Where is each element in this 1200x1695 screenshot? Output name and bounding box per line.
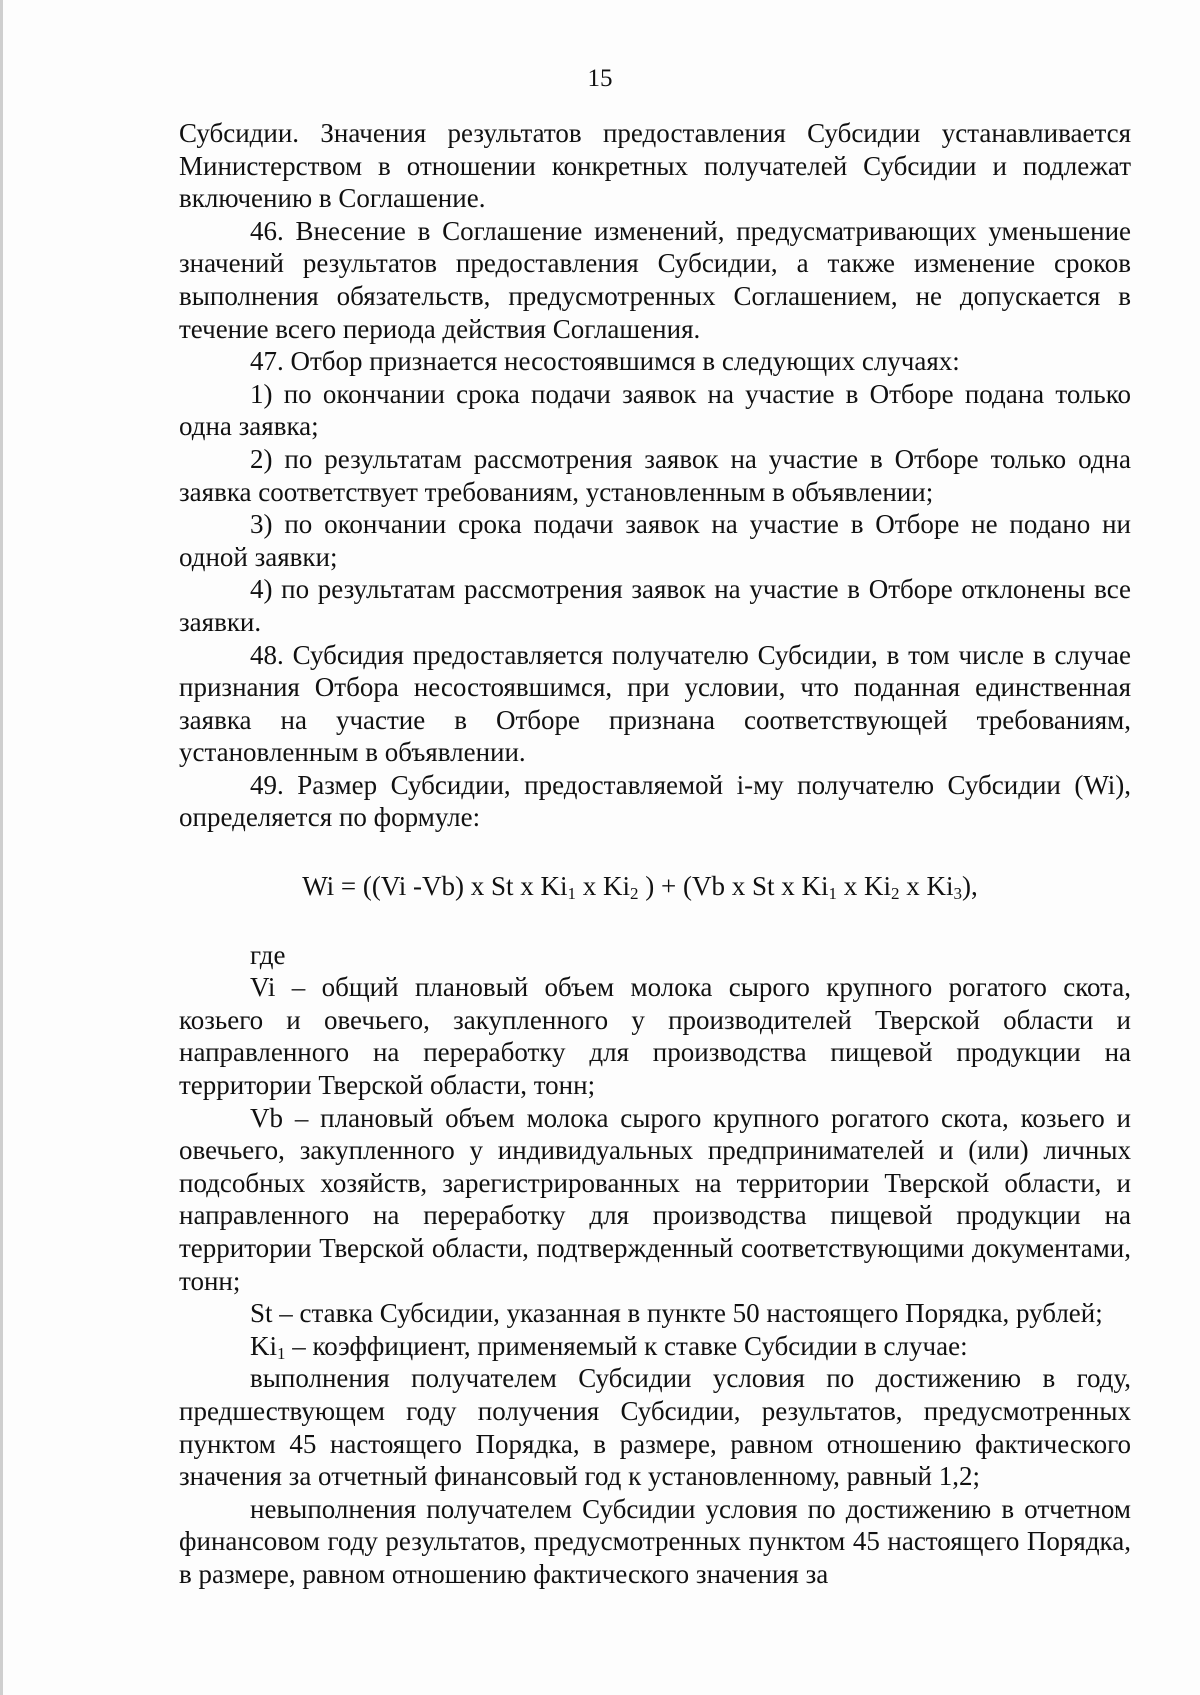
- definition-ki1: $Ki_1$ – коэффициент, применяемый к ставке Субсидии в случае:: [250, 1330, 968, 1363]
- paragraph-where: где: [250, 939, 286, 970]
- definition-vb: Vb – плановый объем молока сырого крупного рогатого скота, козьего и овечьего, закупленного у индивидуальных предпринимателей и (или) личных подсобных хозяйств, зарегистрированных на территории Тверской области, и направленного на переработку для производства пищевой продукции на территории Тверской области, подтвержденный соответствующими документами, тонн;: [179, 1102, 1131, 1296]
- paragraph-48: 48. Субсидия предоставляется получателю Субсидии, в том числе в случае признания Отбора несостоявшимся, при условии, что поданная единственная заявка на участие в Отборе признана соответствующей требованиям, установленным в объявлении.: [179, 639, 1131, 768]
- ki1-case-fulfilled: выполнения получателем Субсидии условия по достижению в году, предшествующем году получения Субсидии, результатов, предусмотренных пунктом 45 настоящего Порядка, в размере, равном отношению фактического значения за отчетный финансовый год к установленному, равный 1,2;: [179, 1363, 1131, 1492]
- list-item-4: 4) по результатам рассмотрения заявок на участие в Отборе отклонены все заявки.: [179, 574, 1131, 637]
- scan-edge-shadow: [0, 0, 3, 1695]
- paragraph-46: 46. Внесение в Соглашение изменений, предусматривающих уменьшение значений результатов предоставления Субсидии, а также изменение сроков выполнения обязательств, предусмотренных Соглашением, не допускается в течение всего периода действия Соглашения.: [179, 215, 1131, 344]
- list-item-3: 3) по окончании срока подачи заявок на участие в Отборе не подано ни одной заявки;: [179, 509, 1131, 572]
- page-number: 15: [587, 65, 613, 92]
- definition-st: St – ставка Субсидии, указанная в пункте 50 настоящего Порядка, рублей;: [250, 1298, 1103, 1329]
- paragraph-continuation: Субсидии. Значения результатов предоставления Субсидии устанавливается Министерством в отношении конкретных получателей Субсидии и подлежат включению в Соглашение.: [179, 118, 1131, 214]
- paragraph-47: 47. Отбор признается несостоявшимся в следующих случаях:: [250, 346, 960, 377]
- list-item-2: 2) по результатам рассмотрения заявок на участие в Отборе только одна заявка соответствует требованиям, установленным в объявлении;: [179, 443, 1131, 507]
- ki1-case-unfulfilled: невыполнения получателем Субсидии условия по достижению в отчетном финансовом году результатов, предусмотренных пунктом 45 настоящего Порядка, в размере, равном отношению фактического значения за: [179, 1493, 1131, 1589]
- definition-vi: Vi – общий плановый объем молока сырого крупного рогатого скота, козьего и овечьего, закупленного у производителей Тверской области и направленного на переработку для производства пищевой продукции на территории Тверской области, тонн;: [179, 972, 1131, 1101]
- list-item-1: 1) по окончании срока подачи заявок на участие в Отборе подана только одна заявка;: [179, 378, 1131, 442]
- subsidy-formula: Wi = ((Vi -Vb) x St x $Ki_1$ x $Ki_2$ ) + (Vb x St x $Ki_1$ x $Ki_2$ x $Ki_3$),: [302, 871, 978, 904]
- paragraph-49: 49. Размер Субсидии, предоставляемой i-му получателю Субсидии (Wi), определяется по формуле:: [179, 769, 1131, 833]
- document-body: [179, 117, 1131, 1591]
